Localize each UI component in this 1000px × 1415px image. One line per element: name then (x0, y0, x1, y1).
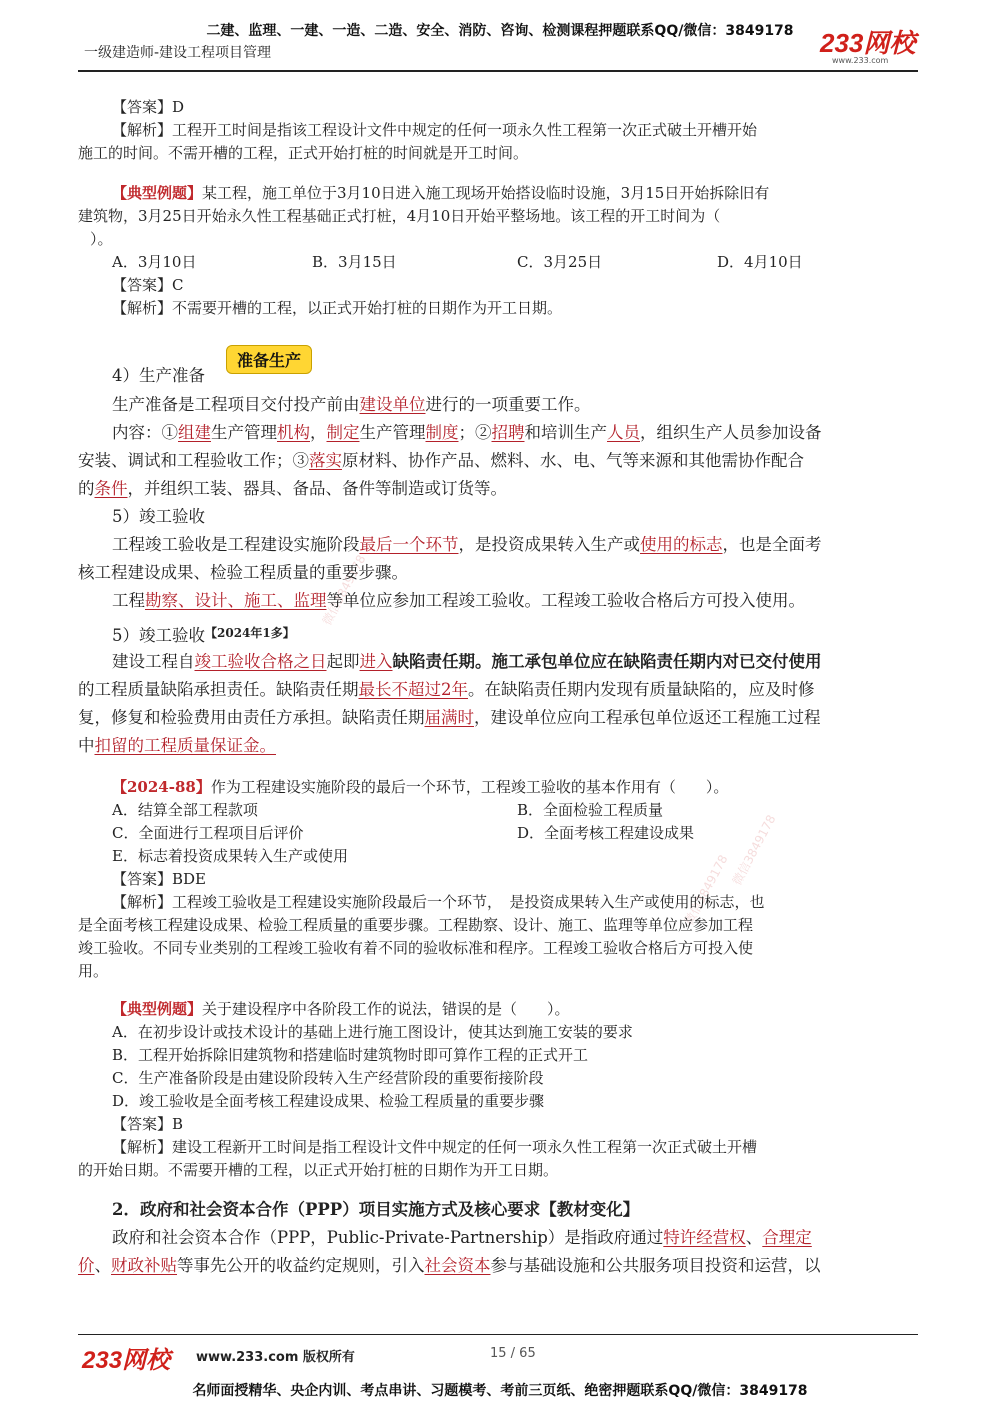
analysis-line: 【解析】不需要开槽的工程，以正式开始打桩的日期作为开工日期。 (112, 299, 563, 317)
paragraph: 价、财政补贴等事先公开的收益约定规则，引入社会资本参与基础设施和公共服务项目投资和运营，以 (78, 1256, 821, 1275)
highlight: 扣留的工程质量保证金。 (94, 736, 276, 755)
question-text: 建筑物，3月25日开始永久性工程基础正式打桩，4月10日开始平整场地。该工程的开工时间为（ (78, 207, 721, 225)
section-heading: 4）生产准备 (112, 366, 205, 385)
paragraph: 建设工程自竣工验收合格之日起即进入缺陷责任期。施工承包单位应在缺陷责任期内对已交付使用 (112, 652, 822, 671)
example-tag: 【典型例题】 (112, 1000, 203, 1018)
paragraph: 工程勘察、设计、施工、监理等单位应参加工程竣工验收。工程竣工验收合格后方可投入使用。 (112, 591, 805, 610)
analysis-line: 的开始日期。不需要开槽的工程，以正式开始打桩的日期作为开工日期。 (78, 1161, 559, 1179)
paragraph: 生产准备是工程项目交付投产前由建设单位进行的一项重要工作。 (112, 395, 591, 414)
highlight: 特许经营权 (663, 1228, 746, 1247)
option-d: D．全面考核工程建设成果 (517, 824, 695, 842)
example-question: 【典型例题】关于建设程序中各阶段工作的说法，错误的是（ ）。 (112, 1000, 570, 1018)
paragraph: 内容：①组建生产管理机构，制定生产管理制度；②招聘和培训生产人员，组织生产人员参加设备 (112, 423, 822, 442)
question-text: ）。 (90, 230, 113, 248)
option-e: E．标志着投资成果转入生产或使用 (112, 847, 348, 865)
header-logo (820, 30, 920, 65)
paragraph: 核工程建设成果、检验工程质量的重要步骤。 (78, 563, 408, 582)
watermark: 微信3849178 (319, 552, 369, 628)
answer-line: 【答案】BDE (112, 870, 206, 888)
footer-ad: 名师面授精华、央企内训、考点串讲、习题模考、考前三页纸、绝密押题联系QQ/微信：3849178 (192, 1383, 808, 1399)
option-c: C．3月25日 (517, 253, 603, 271)
section-heading: 5）竣工验收 (112, 507, 205, 526)
highlight: 合理定 (762, 1228, 812, 1247)
highlight: 组建 (178, 423, 211, 442)
example-question (112, 182, 957, 204)
analysis-line: 用。 (78, 962, 109, 980)
highlight: 进入 (359, 652, 393, 671)
highlight: 竣工验收合格之日 (194, 652, 327, 671)
analysis-line: 【解析】建设工程新开工时间是指工程设计文件中规定的任何一项永久性工程第一次正式破土开槽 (112, 1138, 758, 1156)
analysis-line: 施工的时间。不需开槽的工程，正式开始打桩的时间就是开工时间。 (78, 144, 529, 162)
watermark: 微信3849178 (729, 812, 779, 888)
exam-question: 【2024-88】作为工程建设实施阶段的最后一个环节，工程竣工验收的基本作用有（ ）。 (112, 778, 729, 796)
highlight: 届满时 (424, 708, 474, 727)
highlight: 机构 (277, 423, 310, 442)
highlight: 制定 (326, 423, 360, 442)
options-row (112, 799, 957, 821)
highlight: 财政补贴 (111, 1256, 177, 1275)
highlight: 人员 (607, 423, 640, 442)
analysis-line: 【解析】工程竣工验收是工程建设实施阶段最后一个环节， 是投资成果转入生产或使用的标志，也 (112, 893, 765, 911)
highlight: 落实 (309, 451, 342, 470)
highlight: 招聘 (491, 423, 525, 442)
analysis-line: 是全面考核工程建设成果、检验工程质量的重要步骤。工程勘察、设计、施工、监理等单位应参加工程 (78, 916, 754, 934)
option-c: C．生产准备阶段是由建设阶段转入生产经营阶段的重要衔接阶段 (112, 1069, 544, 1087)
paragraph: 工程竣工验收是工程建设实施阶段最后一个环节，是投资成果转入生产或使用的标志，也是全面考 (112, 535, 822, 554)
paragraph: 的工程质量缺陷承担责任。缺陷责任期最长不超过2年。在缺陷责任期内发现有质量缺陷的，应及时修 (78, 680, 815, 699)
option-a: A．3月10日 (112, 253, 197, 271)
highlight: 建设单位 (359, 395, 426, 414)
options-row (112, 251, 957, 273)
answer-line: 【答案】D (112, 98, 185, 116)
highlight: 使用的标志 (640, 535, 723, 554)
highlight: 制度 (425, 423, 459, 442)
header-banner: 二建、监理、一建、一造、二造、安全、消防、咨询、检测课程押题联系QQ/微信：3849178 (206, 23, 794, 39)
paragraph: 中扣留的工程质量保证金。 (78, 736, 276, 755)
option-a: A．在初步设计或技术设计的基础上进行施工图设计，使其达到施工安装的要求 (112, 1023, 633, 1041)
question-text: 某工程，施工单位于3月10日进入施工现场开始搭设临时设施，3月15日开始拆除旧有 (202, 184, 770, 202)
section-badge: 准备生产 (226, 345, 312, 374)
logo-text: 233网校 (820, 28, 916, 58)
example-tag: 【典型例题】 (112, 184, 203, 202)
highlight: 最后一个环节 (359, 535, 459, 554)
logo-url: www.233.com (832, 56, 889, 65)
year-tag: 【2024年1多】 (205, 626, 295, 640)
footer-logo: 233网校 (82, 1347, 171, 1374)
highlight: 价 (78, 1256, 95, 1275)
answer-line: 【答案】B (112, 1115, 184, 1133)
highlight: 最长不超过2年 (358, 680, 468, 699)
option-a: A．结算全部工程款项 (112, 801, 258, 819)
highlight: 勘察、设计、施工、监理 (145, 591, 327, 610)
paragraph: 复，修复和检验费用由责任方承担。缺陷责任期届满时，建设单位应向工程承包单位返还工程施工过程 (78, 708, 821, 727)
header-rule (78, 70, 918, 72)
footer-rule (78, 1334, 918, 1335)
paragraph: 政府和社会资本合作（PPP，Public-Private-Partnership）是指政府通过特许经营权、合理定 (112, 1228, 812, 1247)
option-c: C．全面进行工程项目后评价 (112, 824, 304, 842)
paragraph: 安装、调试和工程验收工作；③落实原材料、协作产品、燃料、水、电、气等来源和其他需协作配合 (78, 451, 804, 470)
analysis-line: 竣工验收。不同专业类别的工程竣工验收有着不同的验收标准和程序。工程竣工验收合格后方可投入使 (78, 939, 754, 957)
footer-copyright: www.233.com 版权所有 (196, 1350, 355, 1365)
section-heading: 2．政府和社会资本合作（PPP）项目实施方式及核心要求【教材变化】 (112, 1200, 640, 1219)
document-subtitle: 一级建造师-建设工程项目管理 (84, 45, 272, 61)
highlight: 社会资本 (424, 1256, 491, 1275)
option-b: B．3月15日 (312, 253, 397, 271)
option-b: B．工程开始拆除旧建筑物和搭建临时建筑物时即可算作工程的正式开工 (112, 1046, 589, 1064)
option-d: D．竣工验收是全面考核工程建设成果、检验工程质量的重要步骤 (112, 1092, 545, 1110)
watermark: 微信3849178 (681, 852, 731, 928)
section-heading: 5）竣工验收$^{【2024年1多】}$ (112, 626, 295, 645)
page-number: 15 / 65 (490, 1346, 536, 1361)
paragraph: 的条件，并组织工装、器具、备品、备件等制造或订货等。 (78, 479, 507, 498)
option-b: B．全面检验工程质量 (517, 801, 664, 819)
highlight: 条件 (94, 479, 128, 498)
analysis-line: 【解析】工程开工时间是指该工程设计文件中规定的任何一项永久性工程第一次正式破土开槽开始 (112, 121, 758, 139)
exam-tag: 【2024-88】 (112, 778, 211, 796)
option-d: D．4月10日 (717, 253, 803, 271)
options-row (112, 822, 957, 844)
answer-line: 【答案】C (112, 276, 184, 294)
